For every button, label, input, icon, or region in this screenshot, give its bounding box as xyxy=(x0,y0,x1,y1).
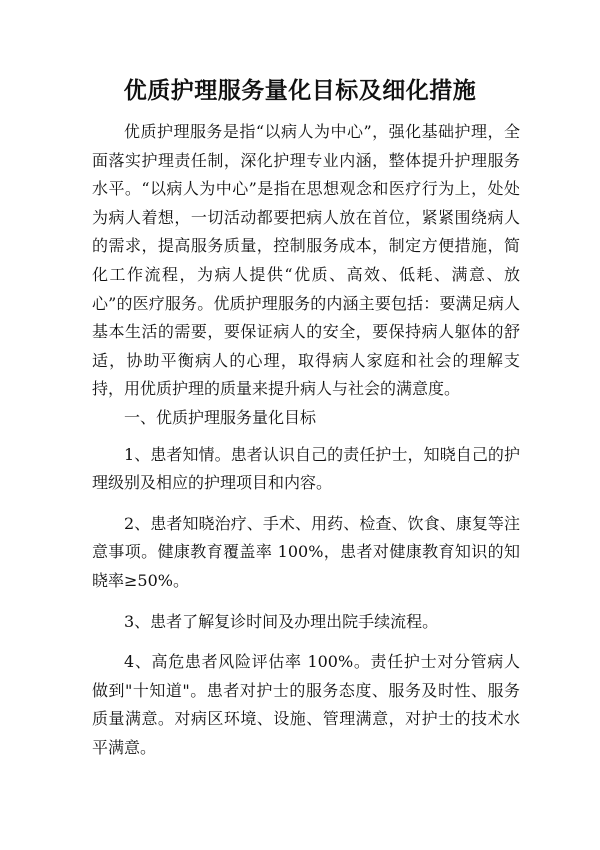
goal-item-2: 2、患者知晓治疗、手术、用药、检查、饮食、康复等注意事项。健康教育覆盖率 100%，患者对健康教育知识的知晓率≥50%。 xyxy=(92,513,520,590)
intro-paragraph: 优质护理服务是指“以病人为中心”，强化基础护理，全面落实护理责任制，深化护理专业内涵，整体提升护理服务水平。“以病人为中心”是指在思想观念和医疗行为上，处处为病人着想，一切活动都要把病人放在首位，紧紧围绕病人的需求，提高服务质量，控制服务成本，制定方便措施，简化工作流程，为病人提供“优质、高效、低耗、满意、放心”的医疗服务。优质护理服务的内涵主要包括：要满足病人基本生活的需要，要保证病人的安全，要保持病人躯体的舒适，协助平衡病人的心理，取得病人家庭和社会的理解支持，用优质护理的质量来提升病人与社会的满意度。 xyxy=(92,122,520,399)
goal-item-4: 4、高危患者风险评估率 100%。责任护士对分管病人做到"十知道"。患者对护士的服务态度、服务及时性、服务质量满意。对病区环境、设施、管理满意，对护士的技术水平满意。 xyxy=(92,652,520,757)
document-title: 优质护理服务量化目标及细化措施 xyxy=(123,78,477,104)
section-heading: 一、优质护理服务量化目标 xyxy=(124,407,317,427)
goal-item-3: 3、患者了解复诊时间及办理出院手续流程。 xyxy=(124,611,439,631)
goal-item-1: 1、患者知情。患者认识自己的责任护士，知晓自己的护理级别及相应的护理项目和内容。 xyxy=(92,444,520,493)
document-body xyxy=(92,118,520,762)
